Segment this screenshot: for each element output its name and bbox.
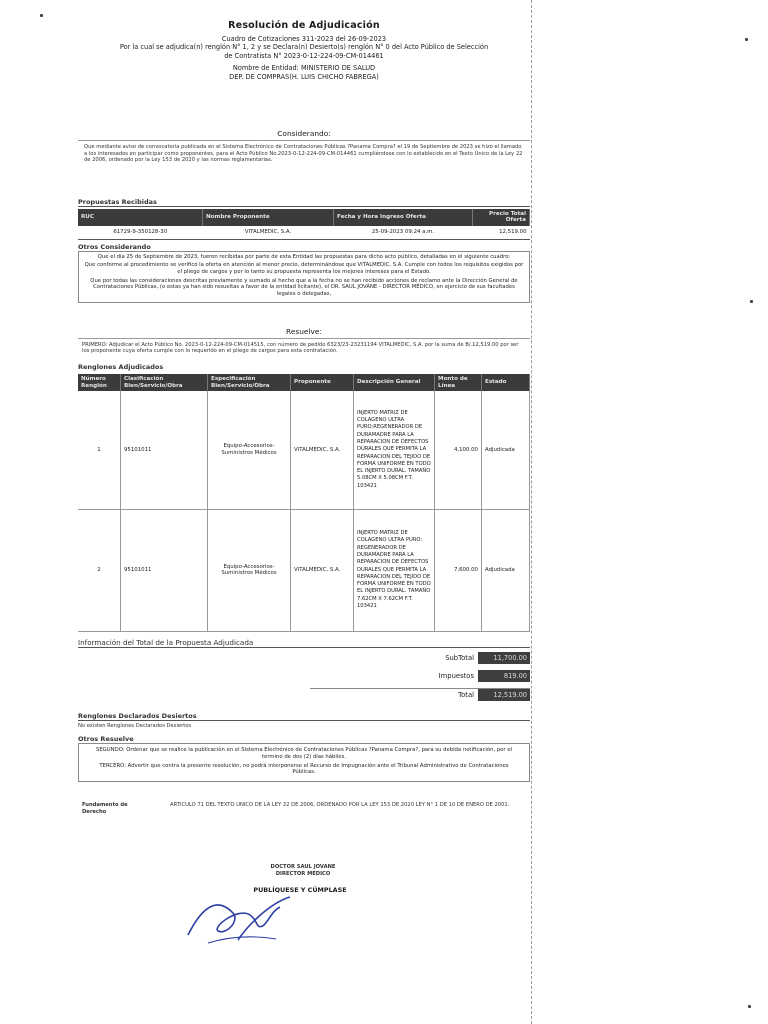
line-classification: 95101011 <box>121 509 208 631</box>
otros-considerando-box <box>78 251 530 303</box>
proposal-ruc: 61729-9-350128-30 <box>113 229 168 235</box>
scan-speck <box>745 38 748 41</box>
lines-col-description: Descripción General <box>354 374 435 391</box>
otros-resuelve-box <box>78 743 530 782</box>
total-value: 12,519.00 <box>478 689 530 701</box>
proposals-table <box>78 209 530 239</box>
line-spec: Equipo-Accesorios-Suministros Médicos <box>208 509 291 631</box>
scan-speck <box>750 300 753 303</box>
quote-table-line: Cuadro de Cotizaciones 311-2023 del 26-09-2023 <box>221 35 387 43</box>
otros-considerando-label: Otros Considerando <box>78 242 151 251</box>
line-amount: 7,600.00 <box>435 509 482 631</box>
lines-label: Renglones Adjudicados <box>78 363 164 371</box>
scan-edge-line <box>531 0 533 1024</box>
line-amount: 4,100.00 <box>435 391 482 509</box>
scan-speck <box>40 14 43 17</box>
lines-col-state: Estado <box>482 374 530 391</box>
fundamento-text: ARTICULO 71 DEL TEXTO UNICO DE LA LEY 22 DE 2006, ORDENADO POR LA LEY 153 DE 2020 LEY N° 1 DE 10 DE ENERO DE 2001. <box>170 802 510 809</box>
tax-value: 819.00 <box>478 670 530 682</box>
tax-row <box>310 670 530 684</box>
table-row <box>78 226 530 239</box>
line-description: INJERTO MATRIZ DE COLAGENO ULTRA PURO: REGENERADOR DE DURAMADRE PARA LA REPARACION DE DEFECTOS DURALES QUE PERMITA LA REPARACION DEL TEJIDO DE FORMA UNIFORME EN TODO EL INJERTO DURAL. TAMAÑO 7.62CM X 7.62CM F.T. 103421 <box>354 509 435 631</box>
otros-resuelve-p1: SEGUNDO: Ordenar que se realice la publicación en el Sistema Electrónico de Contrataciones Públicas ?Panama Compra?, para su debida notificación, por el término de dos (2) días hábiles. <box>95 747 513 760</box>
proposals-label: Propuestas Recibidas <box>78 197 157 206</box>
divider <box>78 720 530 721</box>
lines-col-spec: Especificación Bien/Servicio/Obra <box>208 374 291 391</box>
contract-number-line: de Contratista N° 2023-0-12-224-09-CM-014461 <box>224 51 384 60</box>
document-title: Resolución de Adjudicación <box>228 20 380 31</box>
proposals-col-ruc: RUC <box>78 209 203 226</box>
otros-considerando-p1: Que el día 25 de Septiembre de 2023, fueron recibidas por parte de esta Entidad las propuestas para dicho acto público, detalladas en el siguiente cuadro: <box>97 253 511 260</box>
lines-table <box>78 374 530 632</box>
total-label: Total <box>458 690 474 699</box>
total-row <box>310 688 530 703</box>
signer-name: DOCTOR SAUL JOVANE <box>270 864 336 871</box>
divider <box>78 239 530 240</box>
subtotal-row <box>310 652 530 666</box>
tax-label: Impuestos <box>438 671 474 680</box>
department-name: DEP. DE COMPRAS(H. LUIS CHICHO FABREGA) <box>229 72 379 81</box>
signature-block <box>78 846 530 906</box>
proposals-col-name: Nombre Proponente <box>203 209 334 226</box>
resuelve-text: PRIMERO: Adjudicar el Acto Público No. 2023-0-12-224-09-CM-014515, con número de pedido 6323/23-23231194 VITALMEDIC, S.A. por la suma de B/.12,519.00 por ser los proponente cuya oferta cumple con lo requerido en el pliego de cargos para esta contratación. <box>82 341 519 355</box>
otros-considerando-p3: Que por todas las consideraciones descritas previamente y sumado al hecho que a la fecha no se han recibido acciones de reclamo ante la Dirección General de Contrataciones Públicas, (o estas ya han sido resueltas a favor de la entidad licitante), el DR. SAUL JOVANE - DIRECTOR MÉDICO, en ejercicio de sus facultades legales o delegadas, <box>90 277 518 298</box>
proposals-col-price: Precio Total Oferta <box>473 209 530 226</box>
lines-col-classification: Clasificación Bien/Servicio/Obra <box>121 374 208 391</box>
proposal-name: VITALMEDIC, S.A. <box>244 229 292 235</box>
adjudication-line: Por la cual se adjudica(n) renglón N° 1, 2 y se Declara(n) Desierto(s) renglón N° 0 del Acto Público de Selección <box>119 43 489 52</box>
line-spec: Equipo-Accesorios-Suministros Médicos <box>208 391 291 509</box>
entity-name: Nombre de Entidad: MINISTERIO DE SALUD <box>232 64 376 73</box>
subtotal-label: SubTotal <box>445 653 474 662</box>
table-row <box>78 509 530 631</box>
totals-label: Información del Total de la Propuesta Adjudicada <box>78 637 254 647</box>
resuelve-heading: Resuelve: <box>286 326 322 336</box>
fundamento-block <box>78 802 530 846</box>
subtotal-value: 11,700.00 <box>478 652 530 664</box>
considerando-text: Que mediante aviso de convocatoria publicada en el Sistema Electrónico de Contrataciones Públicas ?Panama Compra? el 19 de Septiembre de 2023 se hizo el llamado a los interesados en participar como proponentes, para el Acto Público No.2023-0-12-224-09-CM-014461 cumpliéndose con lo establecido en el Texto Único de la Ley 22 de 2006, ordenado por la Ley 153 de 2020 y las normas reglamentarias. <box>84 144 523 164</box>
proposals-col-date: Fecha y Hora Ingreso Oferta <box>334 209 473 226</box>
line-proponent: VITALMEDIC, S.A. <box>291 509 354 631</box>
proposal-date: 25-09-2023 09:24 a.m. <box>371 229 435 235</box>
considerando-heading: Considerando: <box>277 129 331 139</box>
fundamento-label: Fundamento de Derecho <box>82 802 128 815</box>
divider <box>78 647 530 648</box>
closing-text: PUBLÍQUESE Y CÚMPLASE <box>253 886 347 895</box>
line-classification: 95101011 <box>121 391 208 509</box>
document-page <box>78 14 530 999</box>
line-description: INJERTO MATRIZ DE COLAGENO ULTRA PURO:REGENERADOR DE DURAMADRE PARA LA REPARACION DE DEFECTOS DURALES QUE PERMITA LA REPARACION DEL TEJIDO DE FORMA UNIFORME EN TODO EL INJERTO DURAL. TAMAÑO 5.08CM X 5.08CM F.T. 103421 <box>354 391 435 509</box>
scan-speck <box>748 1005 751 1008</box>
desiertos-text: No existen Renglones Declarados Desiertos <box>78 722 192 729</box>
line-number: 1 <box>78 391 121 509</box>
desiertos-label: Renglones Declarados Desiertos <box>78 711 197 720</box>
line-proponent: VITALMEDIC, S.A. <box>291 391 354 509</box>
lines-col-proponent: Proponente <box>291 374 354 391</box>
lines-col-amount: Monto de Línea <box>435 374 482 391</box>
otros-resuelve-label: Otros Resuelve <box>78 735 134 744</box>
handwritten-signature <box>178 885 298 955</box>
proposal-price: 12,519.00 <box>499 229 527 235</box>
line-state: Adjudicada <box>482 509 530 631</box>
table-row <box>78 391 530 509</box>
divider <box>78 140 530 141</box>
otros-considerando-p2: Que conforme al procedimiento se verificó la oferta en atención al menor precio, determinándose que VITALMEDIC, S.A. Cumple con todos los requisitos exigidos por el pliego de cargos y por lo tanto su propuesta representa los mejores intereses para el Estado. <box>84 262 524 275</box>
signer-role: DIRECTOR MÉDICO <box>275 871 331 878</box>
totals-block <box>78 652 530 704</box>
otros-resuelve-p2: TERCERO: Advertir que contra la presente resolución, no podrá interponerse el Recurso de Impugnación ante el Tribunal Administrativo de Contrataciones Públicas. <box>99 762 509 776</box>
divider <box>78 338 530 339</box>
line-number: 2 <box>78 509 121 631</box>
lines-col-number: Número Renglón <box>78 374 121 391</box>
line-state: Adjudicada <box>482 391 530 509</box>
divider <box>78 206 530 207</box>
